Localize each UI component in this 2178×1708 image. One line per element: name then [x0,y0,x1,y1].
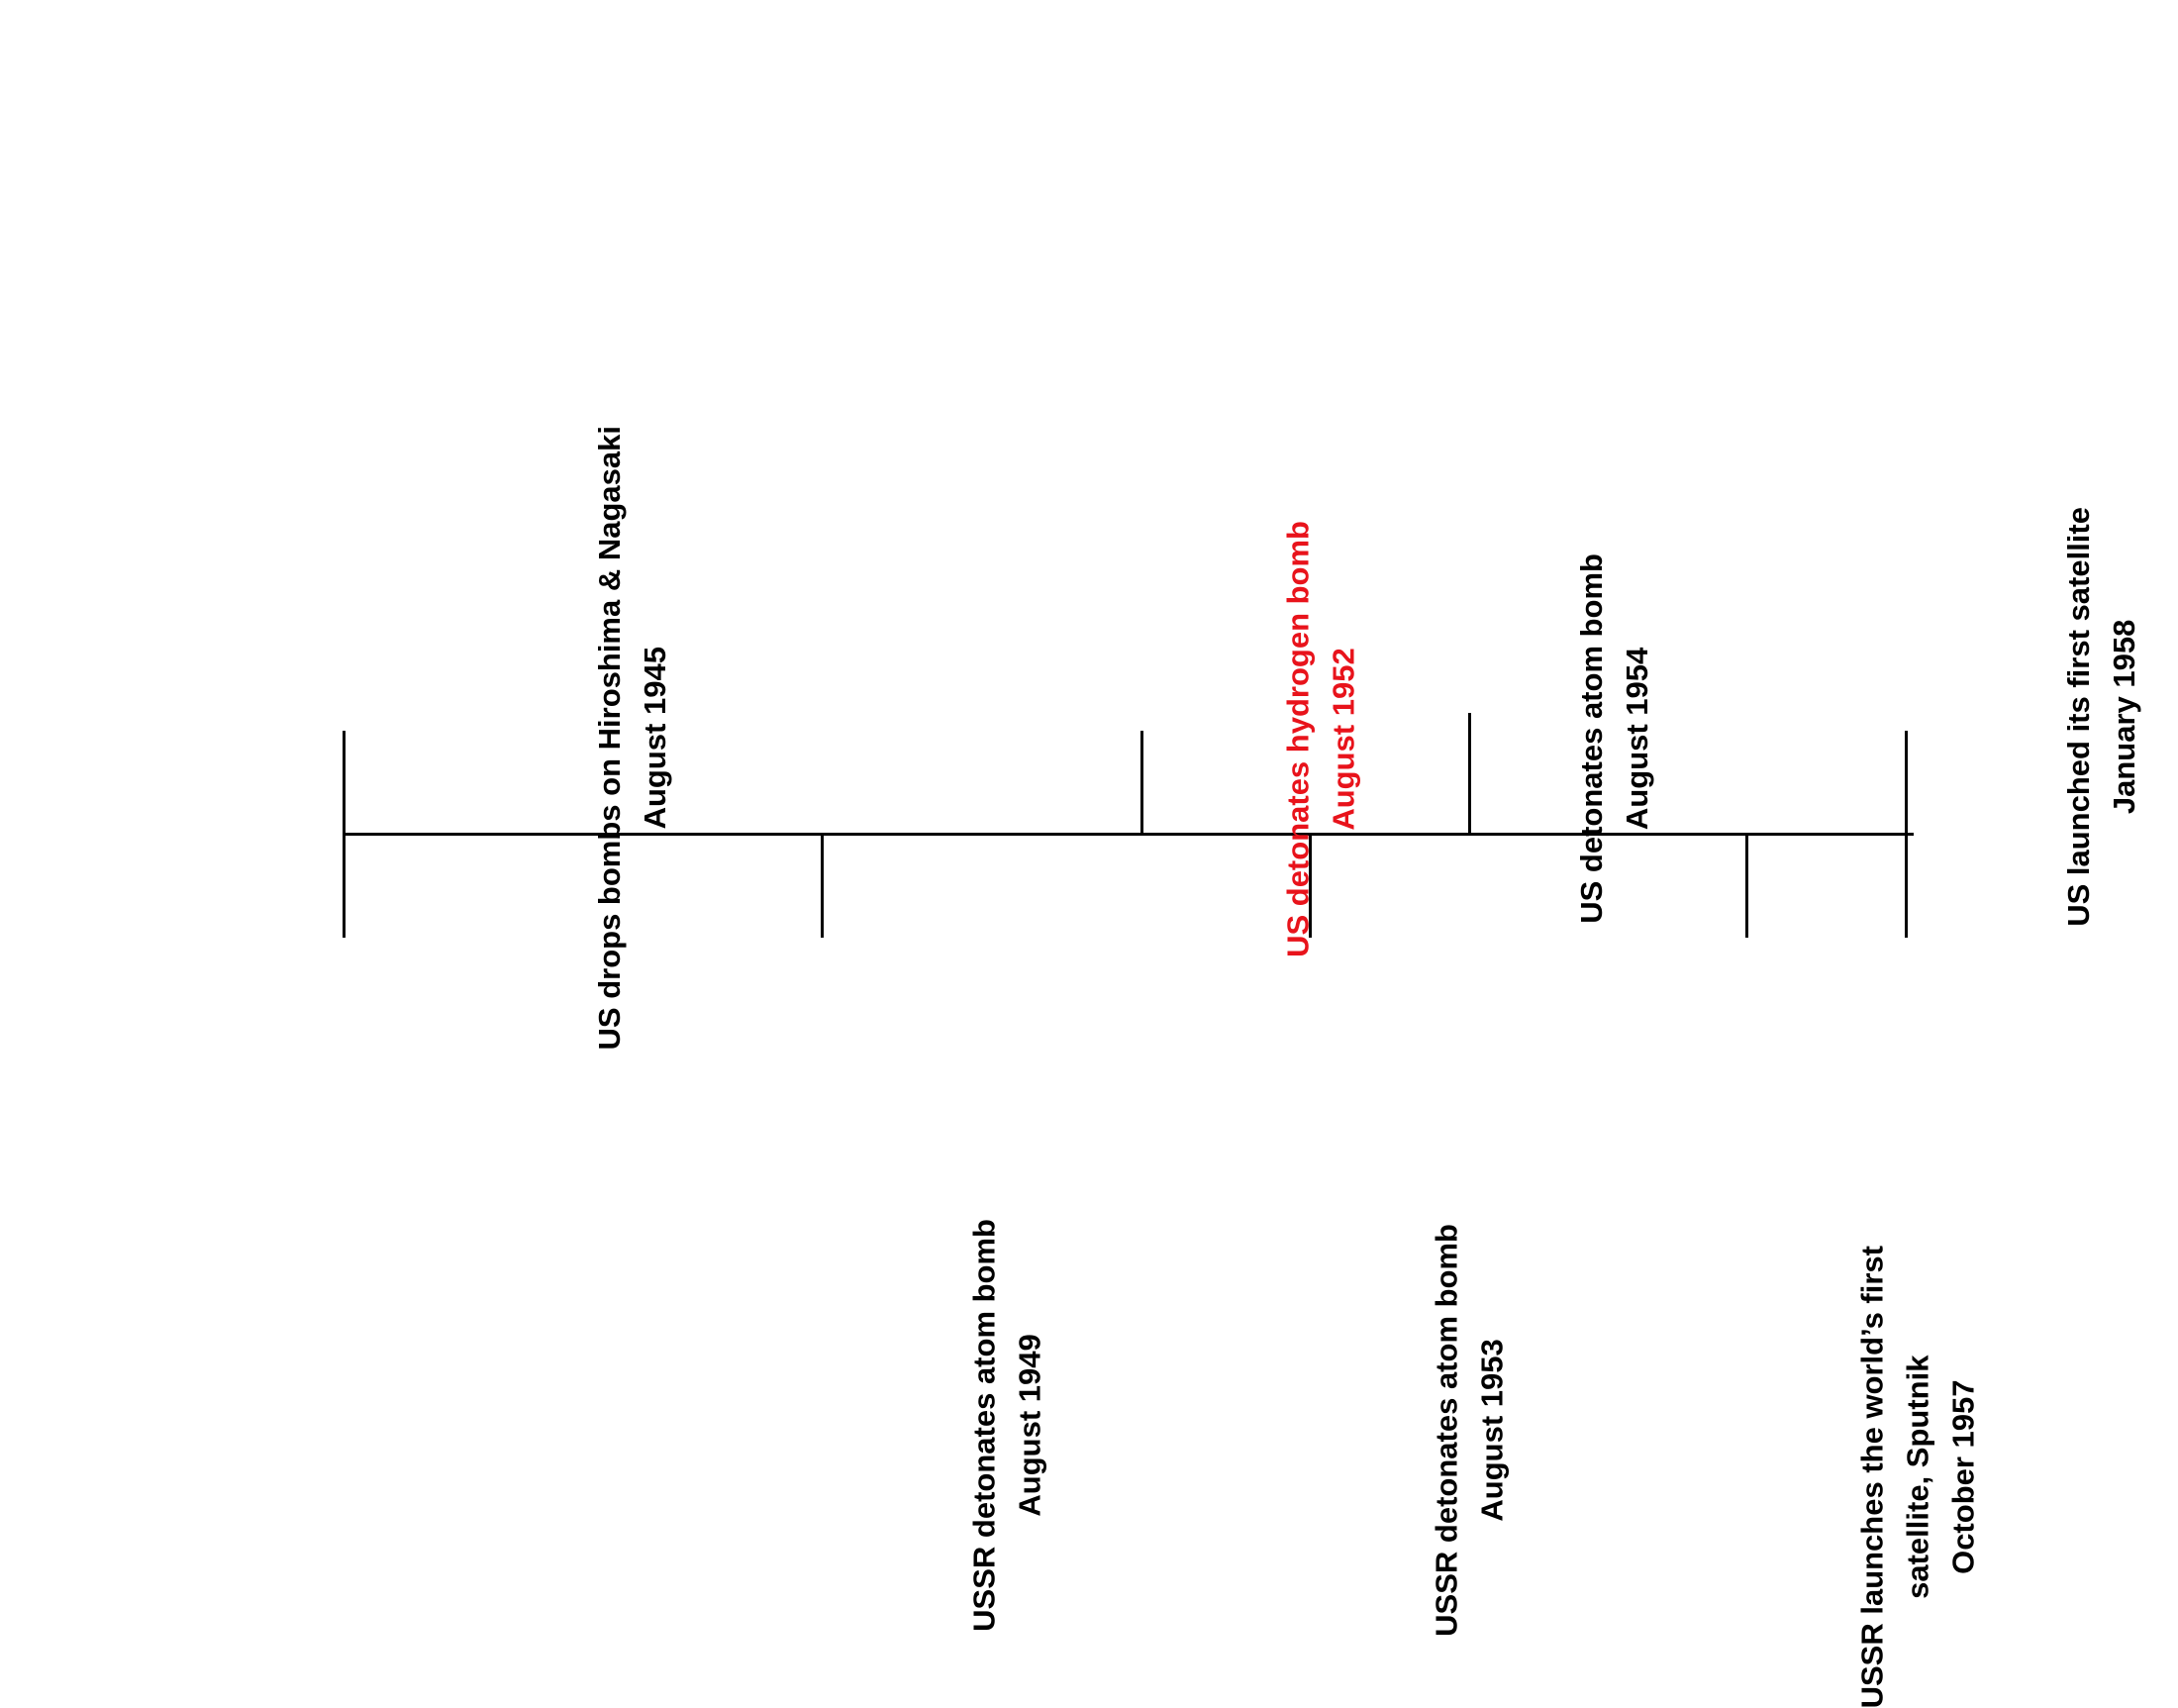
event-label-rotator [1573,368,1706,924]
timeline-axis [344,833,1914,836]
event-label-text [1569,553,1660,924]
event-label-text [1424,1224,1515,1637]
tick-1952 [1140,731,1143,835]
event-label-rotator [1429,1018,1560,1637]
event-line: USSR launches the world’s first [1854,1246,1890,1708]
event-date: August 1952 [1326,648,1361,831]
event-line: US launched its first satellite [2060,507,2096,927]
tick-1958 [1905,731,1908,938]
event-date: August 1954 [1619,647,1654,831]
event-line: USSR detonates atom bomb [1429,1224,1464,1637]
event-label-rotator [592,114,724,1051]
event-label-text [1275,521,1366,957]
event-label-text [587,426,678,1050]
event-date: August 1949 [1012,1334,1047,1517]
event-label-text [2056,507,2147,927]
event-line: satellite, Sputnik [1900,1355,1935,1599]
event-date: August 1945 [638,647,673,830]
event-label-text [1850,1246,1987,1708]
tick-1949 [821,834,824,938]
event-date: January 1958 [2106,619,2141,815]
event-label-rotator [1854,1014,2055,1708]
tick-1954 [1468,713,1471,835]
event-date: October 1957 [1945,1379,1981,1574]
event-line: US drops bombs on Hiroshima & Nagasaki [592,426,628,1051]
event-date: August 1953 [1474,1339,1510,1522]
event-line: USSR detonates atom bomb [966,1219,1002,1632]
event-line: US detonates hydrogen bomb [1280,521,1316,957]
event-label-rotator [966,1013,1098,1632]
tick-1945 [343,731,346,938]
event-label-text [961,1219,1052,1632]
tick-1957 [1745,834,1748,938]
event-label-rotator [1280,303,1412,957]
event-line: US detonates atom bomb [1573,553,1609,924]
event-label-rotator [2060,297,2178,927]
